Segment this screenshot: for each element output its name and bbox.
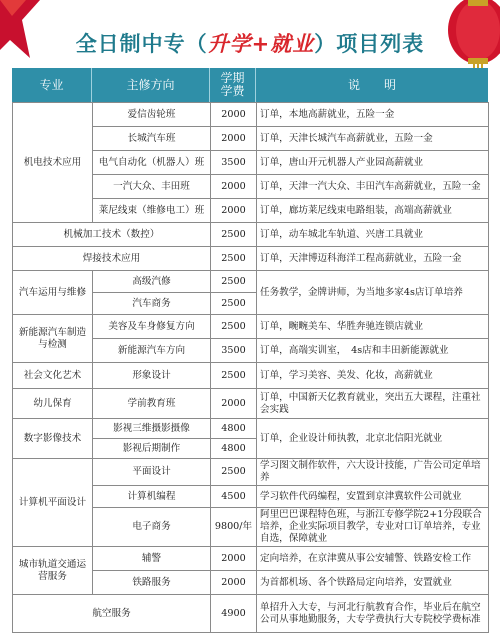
fee-cell: 2000 (211, 175, 257, 199)
column-major: 专业 (12, 68, 92, 102)
fee-cell: 2500 (211, 223, 257, 247)
table-row (13, 389, 489, 419)
major-cell: 数字影像技术 (13, 419, 93, 459)
direction-cell: 爱信齿轮班 (93, 103, 211, 127)
major-cell: 幼儿保育 (13, 389, 93, 419)
fee-cell: 2000 (211, 103, 257, 127)
direction-cell: 高级汽修 (93, 271, 211, 293)
direction-cell: 长城汽车班 (93, 127, 211, 151)
table-row (13, 271, 489, 293)
fee-cell: 4800 (211, 419, 257, 439)
column-note: 说 明 (347, 77, 396, 92)
note-cell: 订单，高端实训室， 4s店和丰田新能源就业 (257, 339, 489, 363)
note-cell: 订单，天津长城汽车高薪就业，五险一金 (257, 127, 489, 151)
table-row (13, 223, 489, 247)
fee-cell: 2000 (211, 547, 257, 571)
table-header (12, 68, 488, 102)
column-fee-line2: 学费 (220, 84, 245, 98)
major-cell: 机电技术应用 (13, 103, 93, 223)
major-cell: 机械加工技术（数控） (13, 223, 211, 247)
table-row (13, 103, 489, 127)
page-title (0, 28, 500, 58)
major-cell: 城市轨道交通运营服务 (13, 547, 93, 595)
note-cell: 为首都机场、各个铁路局定向培养，安置就业 (257, 571, 489, 595)
fee-cell: 4500 (211, 486, 257, 508)
direction-cell: 学前教育班 (93, 389, 211, 419)
fee-cell: 2000 (211, 199, 257, 223)
direction-cell: 辅警 (93, 547, 211, 571)
column-fee-line1: 学期 (220, 71, 245, 85)
major-cell: 焊接技术应用 (13, 247, 211, 271)
fee-cell: 2500 (211, 459, 257, 486)
title-prefix: 全日制中专（ (75, 32, 208, 56)
fee-cell: 9800/年 (211, 508, 257, 547)
direction-cell: 新能源汽车方向 (93, 339, 211, 363)
fee-cell: 3500 (211, 151, 257, 175)
fee-cell: 4900 (211, 595, 257, 633)
table-row (13, 547, 489, 571)
note-cell: 订单，廊坊莱尼线束电路组装，高端高薪就业 (257, 199, 489, 223)
table-row (13, 419, 489, 439)
note-cell: 学习软件代码编程，安置到京津冀软件公司就业 (257, 486, 489, 508)
fee-cell: 3500 (211, 339, 257, 363)
note-cell: 单招升入大专，与河北行航教育合作，毕业后在航空公司从事地勤服务，大专学费执行大专院校学费标准 (257, 595, 489, 633)
table-row (13, 315, 489, 339)
fee-cell: 2000 (211, 127, 257, 151)
fee-cell: 2500 (211, 293, 257, 315)
note-cell: 订单，中国新天亿教育就业，突出五大课程，注重社会实践 (257, 389, 489, 419)
major-cell: 新能源汽车制造与检测 (13, 315, 93, 363)
note-cell: 学习图文制作软件，六大设计技能，广告公司定单培养 (257, 459, 489, 486)
direction-cell: 影视三维摄影摄像 (93, 419, 211, 439)
table-row (13, 363, 489, 389)
note-cell: 订单，动车城北车轨道、兴唐工具就业 (257, 223, 489, 247)
note-cell: 任务教学，金牌讲师，为当地多家4s店订单培养 (257, 271, 489, 315)
direction-cell: 影视后期制作 (93, 439, 211, 459)
major-cell: 汽车运用与维修 (13, 271, 93, 315)
direction-cell: 形象设计 (93, 363, 211, 389)
direction-cell: 电子商务 (93, 508, 211, 547)
note-cell: 订单，企业设计师执教，北京北信阳光就业 (257, 419, 489, 459)
note-cell: 阿里巴巴课程特色班，与浙江专修学院2+1分段联合培养，企业实际项目教学，专业对口订单培养，专业自选，保障就业 (257, 508, 489, 547)
fee-cell: 2500 (211, 363, 257, 389)
fee-cell: 2500 (211, 271, 257, 293)
direction-cell: 铁路服务 (93, 571, 211, 595)
note-cell: 订单，天津博迈科海洋工程高薪就业，五险一金 (257, 247, 489, 271)
direction-cell: 汽车商务 (93, 293, 211, 315)
fee-cell: 2000 (211, 571, 257, 595)
direction-cell: 一汽大众、丰田班 (93, 175, 211, 199)
fee-cell: 4800 (211, 439, 257, 459)
table-row (13, 247, 489, 271)
note-cell: 订单，天津一汽大众、丰田汽车高薪就业，五险一金 (257, 175, 489, 199)
table-row (13, 459, 489, 486)
direction-cell: 电气自动化（机器人）班 (93, 151, 211, 175)
note-cell: 订单，唐山开元机器人产业园高薪就业 (257, 151, 489, 175)
title-suffix: ）项目列表 (314, 32, 425, 56)
note-cell: 定向培养，在京津冀从事公安辅警、铁路安检工作 (257, 547, 489, 571)
program-table (12, 102, 489, 633)
page-header (0, 0, 500, 70)
column-fee (210, 68, 256, 102)
note-cell: 订单，本地高薪就业，五险一金 (257, 103, 489, 127)
table-row (13, 595, 489, 633)
major-cell: 计算机平面设计 (13, 459, 93, 547)
title-highlight: 升学+就业 (207, 32, 315, 56)
fee-cell: 2500 (211, 247, 257, 271)
major-cell: 航空服务 (13, 595, 211, 633)
direction-cell: 莱尼线束（维修电工）班 (93, 199, 211, 223)
note-cell: 订单，学习美容、美发、化妆，高薪就业 (257, 363, 489, 389)
fee-cell: 2500 (211, 315, 257, 339)
fee-cell: 2000 (211, 389, 257, 419)
note-cell: 订单，畹畹美车、华胜奔驰连锁店就业 (257, 315, 489, 339)
column-direction: 主修方向 (92, 68, 210, 102)
direction-cell: 美容及车身修复方向 (93, 315, 211, 339)
major-cell: 社会文化艺术 (13, 363, 93, 389)
direction-cell: 计算机编程 (93, 486, 211, 508)
direction-cell: 平面设计 (93, 459, 211, 486)
